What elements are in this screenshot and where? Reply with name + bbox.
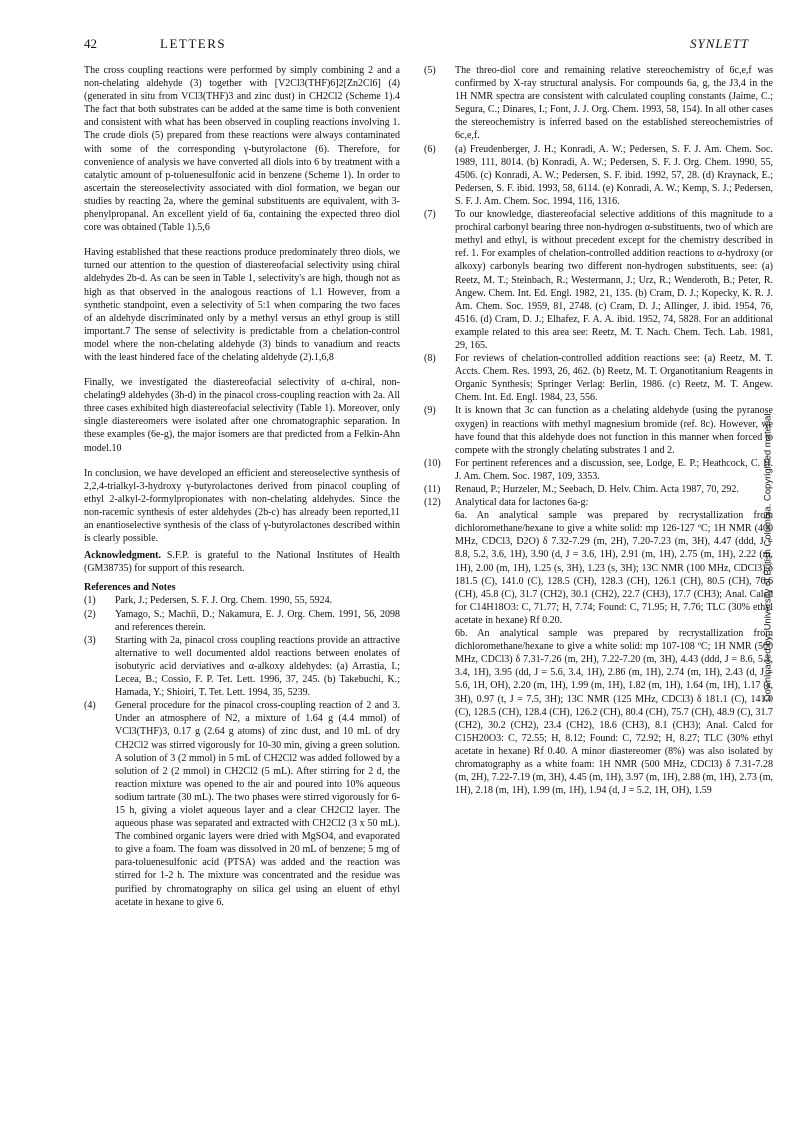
reference-text: For pertinent references and a discussion, see, Lodge, E. P.; Heathcock, C. H. J. Am. Chem. Soc. 1987, 109, 3353. (455, 457, 773, 482)
body-paragraph: Having established that these reactions produce predominately threo diols, we turned our attention to the question of diastereofacial selectivity using chiral aldehydes 2b-d. As can be seen in Table 1, selectivity's are high, though not as high as that observed in the analogous reactions of 1.1 However, from a synthetic standpoint, even a selectivity of 5:1 when comparing the two faces of an aldehyde discriminated only by a methyl versus an ethyl group is still important.7 The sense of selectivity is predictable from a chelation-control model where the non-chelating aldehyde (3) binds to vanadium and reacts with the least hindered face of the chelating aldehyde (2).1,6,8 (84, 247, 400, 363)
right-column (424, 64, 773, 797)
page-number: 42 (84, 36, 97, 51)
acknowledgment-text: S.F.P. is grateful to the National Institutes of Health (GM38735) for support of this research. (84, 550, 401, 575)
body-paragraph: The cross coupling reactions were performed by simply combining 2 and a non-chelating aldehyde (3) together with [V2Cl3(THF)6]2[Zn2Cl6] (4) (generated in situ from VCl3(THF)3 and zinc dust) in CH2Cl2 (Scheme 1).4 The fact that both substrates can be added at the same time is both convenient and consistent with what has been observed in coupling reactions involving 1. The crude diols (5) prepared from these reactions were always contaminated with some of the corresponding γ-butyrolactone (6). Therefore, for convenience of analysis we have converted all diols into 6 by treatment with a catalytic amount of p-toluenesulfonic acid in benzene (Scheme 1). In order to ascertain the stereoselectivity associated with diol formation, we began our studies by reacting 2a, where the geminal substituents are equivalent, with 3-phenylpropanal. An excellent yield of 6a, containing the expected threo diol core was obtained (Table 1).5,6 (84, 65, 400, 234)
analytical-data-6a: 6a. An analytical sample was prepared by recrystallization from dichloromethane/hexane to give a white solid: mp 126-127 ºC; 1H NMR (400 MHz, CDCl3, D2O) δ 7.32-7.29 (m, 2H), 7.20-7.23 (m, 3H), 4.47 (ddd, J = 8.8, 5.2, 3.6, 1H), 3.90 (d, J = 3.6, 1H), 2.91 (m, 1H), 2.75 (m, 1H), 2.22 (m, 1H), 2.00 (m, 1H), 1.25 (s, 3H), 1.23 (s, 3H); 13C NMR (100 MHz, CDCl3) δ 181.5 (C), 141.0 (C), 128.5 (CH), 128.3 (CH), 126.1 (CH), 80.5 (CH), 76.6 (CH), 45.8 (C), 31.7 (CH2), 30.1 (CH2), 22.7 (CH3), 17.7 (CH3); Anal. Calcd for C14H18O3: C, 71.77; H, 7.74; Found: C, 71.95; H, 7.76; TLC (30% ethyl acetate in hexane) Rf 0.20. (455, 510, 773, 626)
acknowledgment-heading: Acknowledgment. (84, 550, 161, 562)
reference-item (84, 699, 400, 909)
reference-text: To our knowledge, diastereofacial selective additions of this magnitude to a prochiral carbonyl bearing three non-hydrogen α-substituents, two of which are methyl and ethyl, is without precedent except for the chemistry described in ref. 1. For examples of chelation-controlled addition reactions to α-hydroxy (or alkoxy) carbonyls bearing two different non-hydrogen substituents, see: (a) Reetz, M. T.; Steinbach, R.; Westermann, J.; Urz, R.; Wenderoth, B.; Peter, R. Angew. Chem. Int. Ed. Engl. 1982, 21, 135. (b) Cram, D. J.; Kopecky, K. R. J. Am. Chem. Soc. 1959, 81, 2748. (c) Cram, D. J.; Allinger, J. ibid. 1954, 76, 4516. (d) Cram, D. J.; Elhafez, F. A. A. ibid. 1952, 74, 5828. For an additional example related to this area see: Reetz, M. T. Nach. Chem. Tech. Lab. 1981, 29, 165. (455, 209, 773, 351)
reference-number: (6) (424, 143, 436, 155)
reference-number: (5) (424, 65, 436, 76)
body-paragraph: Finally, we investigated the diastereofacial selectivity of α-chiral, non-chelating9 aldehydes (3h-d) in the pinacol cross-coupling reaction with 2a. All three cases exhibited high diastereofacial selectivity (Table 1). Moreover, only single diastereomers were isolated after one chromatographic separation. In these examples (6e-g), the major isomers are that predicted from a Felkin-Ahn model.10 (84, 377, 400, 454)
reference-number: (4) (84, 700, 96, 712)
reference-item (424, 64, 773, 143)
reference-item (424, 404, 773, 456)
download-notice: Downloaded by: University of British Columbia. Copyrighted material. (762, 410, 774, 702)
journal-section: LETTERS (160, 36, 227, 51)
reference-number: (3) (84, 634, 96, 646)
reference-number: (7) (424, 209, 436, 221)
reference-number: (1) (84, 595, 96, 607)
reference-text: Yamago, S.; Machii, D.; Nakamura, E. J. Org. Chem. 1991, 56, 2098 and references therein. (115, 608, 400, 633)
reference-item (424, 457, 773, 483)
reference-item (84, 634, 400, 699)
reference-text: Renaud, P.; Hurzeler, M.; Seebach, D. Helv. Chim. Acta 1987, 70, 292. (455, 484, 739, 495)
acknowledgment (84, 549, 400, 575)
reference-item (84, 608, 400, 634)
reference-text: Analytical data for lactones 6a-g: (455, 497, 589, 509)
reference-item (424, 483, 773, 496)
analytical-data-6b: 6b. An analytical sample was prepared by recrystallization from dichloromethane/hexane to give a white solid: mp 107-108 ºC; 1H NMR (500 MHz, CDCl3) δ 7.31-7.26 (m, 2H), 7.22-7.20 (m, 3H), 4.43 (ddd, J = 8.6, 5.1, 3.4, 1H), 3.95 (dd, J = 5.6, 3.4, 1H), 2.86 (m, 1H), 2.74 (m, 1H), 2.43 (d, J = 5.6, 1H, OH), 2.20 (m, 1H), 1.99 (m, 1H), 1.82 (m, 1H), 1.64 (m, 1H), 1.17 (s, 3H), 0.97 (t, J = 7.5, 3H); 13C NMR (125 MHz, CDCl3) δ 181.1 (C), 141.0 (C), 128.5 (CH), 128.4 (CH), 126.2 (CH), 80.4 (CH), 75.7 (CH), 48.9 (C), 31.7 (CH2), 30.2 (CH2), 23.4 (CH2), 18.6 (CH3), 8.1 (CH3); Anal. Calcd for C15H20O3: C, 72.55; H, 8.12; Found: C, 72.92; H, 8.27; TLC (30% ethyl acetate in hexane) Rf 0.40. A minor diastereomer (8%) was also isolated by chromatography as a white foam: 1H NMR (500 MHz, CDCl3) δ 7.31-7.28 (m, 2H), 7.22-7.19 (m, 3H), 4.45 (m, 1H), 3.97 (m, 1H), 2.88 (m, 1H), 2.73 (m, 1H), 2.18 (m, 1H), 1.99 (m, 1H), 1.94 (d, J = 5.2, 1H, OH), 1.59 (455, 628, 773, 797)
reference-text: General procedure for the pinacol cross-coupling reaction of 2 and 3. Under an atmosphere of N2, a mixture of 1.64 g (4.4 mmol) of VCl3(THF)3, 0.17 g (2.64 g atoms) of zinc dust, and 10 mL of dry CH2Cl2 was stirred vigorously for 10-30 min, giving a green solution. A solution of 3 (2 mmol) in 5 mL of CH2Cl2 was added followed by a solution of 2 (2 mmol) in CH2Cl2 (5 mL). After stirring for 2 d, the reaction mixture was opened to the air and poured into 10% aqueous sodium tartrate (30 mL). The two phases were stirred vigorously for 6-15 h, giving a violet aqueous layer and a clear CH2Cl2 layer. The aqueous phase was separated and extracted with CH2Cl2 (3 x 50 mL). The combined organic layers were dried with MgSO4, and evaporated to give a foam. The foam was dissolved in 20 mL of benzene; 5 mg of para-toluenesulfonic acid (PTSA) was added and the reaction was stirred for 1-2 h. The mixture was concentrated and the residue was purified by chromatography on silica gel using an eluent of ethyl acetate in hexane to give 6. (115, 700, 400, 908)
reference-number: (11) (424, 484, 441, 495)
reference-number: (8) (424, 353, 436, 365)
reference-number: (12) (424, 497, 441, 509)
reference-item (424, 496, 773, 509)
reference-item (84, 594, 400, 607)
reference-text: The threo-diol core and remaining relative stereochemistry of 6c,e,f was confirmed by X-ray structural analysis. For compounds 6a, g, the J3,4 in the 1H NMR spectra are consistent with calculated coupling constants (Jaime, C.; Segura, C.; Dinares, I.; Font, J. J. Org. Chem. 1993, 58, 154). In all other cases the stereochemistry is inferred based on the established stereochemistries of 6c,e,f. (455, 65, 773, 142)
journal-name: SYNLETT (690, 36, 750, 51)
reference-number: (9) (424, 405, 436, 417)
reference-text: (a) Freudenberger, J. H.; Konradi, A. W.; Pedersen, S. F. J. Am. Chem. Soc. 1989, 111, 8014. (b) Konradi, A. W.; Pedersen, S. F. J. Org. Chem. 1990, 55, 4506. (c) Konradi, A. W.; Pedersen, S. F. ibid. 1992, 57, 28. (d) Kraynack, E.; Pedersen, S. F. ibid. 1993, 58, 6114. (e) Konradi, A. W.; Kemp, S. J.; Pedersen, S. F. J. Am. Chem. Soc. 1994, 116, 1316. (455, 143, 773, 207)
reference-text: Park, J.; Pedersen, S. F. J. Org. Chem. 1990, 55, 5924. (115, 595, 333, 607)
references-heading: References and Notes (84, 582, 176, 594)
reference-text: For reviews of chelation-controlled addition reactions see: (a) Reetz, M. T. Accts. Chem. Res. 1993, 26, 462. (b) Reetz, M. T. Organotitanium Reagents in Organic Synthesis; Springer Verlag: Berlin, 1986. (c) Reetz, M. T. Angew. Chem. Int. Ed. Engl. 1984, 23, 556. (455, 353, 773, 404)
reference-text: Starting with 2a, pinacol cross coupling reactions provide an attractive alternative to well documented aldol reactions between enolates of isobutyric acid derviatives and α-alkoxy aldehydes: (a) Arrastia, I.; Lecea, B.; Cossio, F. P. Tet. Lett. 1996, 37, 245. (b) Takebuchi, K.; Hamada, Y.; Shioiri, T. Tet. Lett. 1994, 35, 5239. (115, 634, 400, 699)
reference-item (424, 352, 773, 404)
reference-item (424, 208, 773, 352)
reference-item (424, 143, 773, 208)
left-column (84, 64, 400, 909)
body-paragraph: In conclusion, we have developed an efficient and stereoselective synthesis of 2,2,4-trialkyl-3-hydroxy γ-butyrolactones derived from pinacol coupling of ethyl 2-alkyl-2-formylpropionates with non-chelating aldehydes. Since the non-racemic synthesis of ester aldehydes (2b-c) has already been reported,11 an enantioselective synthesis of the class of γ-butyrolactones described within is clearly possible. (84, 467, 400, 545)
reference-number: (10) (424, 457, 441, 469)
reference-text: It is known that 3c can function as a chelating aldehyde (using the pyranose oxygen) in reactions with methyl magnesium bromide (ref. 8c). However, we have found that this aldehyde does not function in this manner when forced to compete with the strongly chelating substrates 1 and 2. (455, 405, 773, 456)
reference-number: (2) (84, 608, 96, 620)
